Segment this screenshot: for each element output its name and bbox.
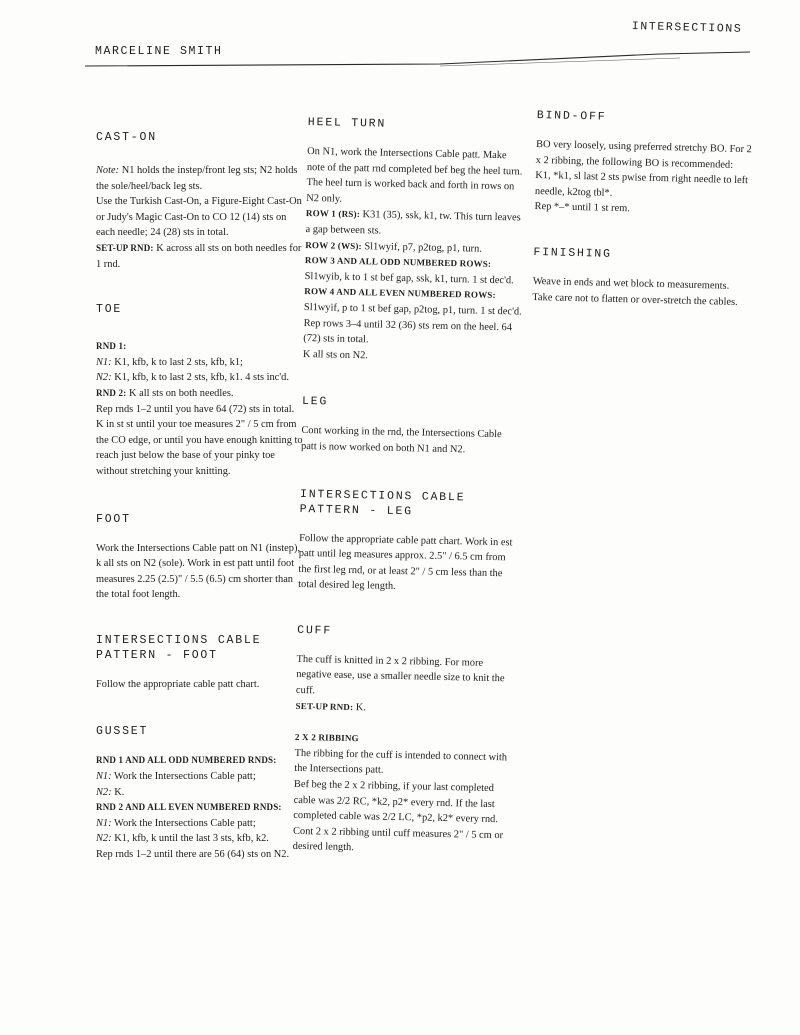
n2-text: K. — [111, 786, 125, 798]
running-title: INTERSECTIONS — [631, 20, 743, 36]
n2-instruction — [96, 370, 306, 386]
section-foot — [96, 512, 306, 603]
n2-label: N2: — [96, 372, 112, 384]
even-n2-instruction — [96, 831, 306, 847]
method-paragraph: Use the Turkish Cast-On, a Figure-Eight Cast-On or Judy's Magic Cast-On to CO 12 (14) sts on each needle; 24 (28) sts in total. — [96, 196, 302, 239]
n1-label: N1: — [96, 817, 112, 829]
section-title: LEG — [301, 395, 329, 409]
column-middle — [293, 115, 526, 859]
note-text: N1 holds the instep/front leg sts; N2 holds the sole/heel/back leg sts. — [96, 165, 298, 192]
n1-text: Work the Intersections Cable patt; — [111, 771, 256, 783]
section-title: FOOT — [96, 512, 131, 526]
column-left — [96, 130, 306, 863]
section-gusset — [96, 724, 306, 862]
section-title — [96, 633, 306, 663]
n1-label: N1: — [96, 771, 112, 783]
section-title — [300, 486, 519, 521]
n1-label: N1: — [96, 356, 112, 368]
row2-text: Sl1wyif, p7, p2tog, p1, turn. — [361, 240, 482, 255]
title-line-2: PATTERN - FOOT — [96, 648, 218, 662]
setup-label: SET-UP RND: — [295, 700, 354, 712]
n1-text: Work the Intersections Cable patt; — [111, 817, 256, 829]
setup-instruction — [295, 699, 513, 719]
n1-instruction — [96, 355, 306, 371]
section-cast-on — [96, 130, 306, 272]
bind-off-text-2: K1, *k1, sl last 2 sts pwise from right needle to left needle, k2tog tbl*. — [534, 170, 749, 199]
ribbing-text-1: The ribbing for the cuff is intended to connect with the Intersections patt. — [294, 747, 508, 777]
title-line-1: INTERSECTIONS CABLE — [299, 487, 466, 504]
section-leg — [301, 394, 520, 459]
section-cable-pattern-foot — [96, 633, 306, 693]
n1-text: K1, kfb, k to last 2 sts, kfb, k1; — [111, 356, 243, 368]
even-n1-instruction — [96, 816, 306, 832]
row3-label: ROW 3 AND ALL ODD NUMBERED ROWS: — [304, 255, 492, 270]
author-name: MARCELINE SMITH — [95, 45, 223, 58]
ribbing-label: 2 X 2 RIBBING — [294, 732, 359, 744]
cuff-text: The cuff is knitted in 2 x 2 ribbing. For more negative ease, use a smaller needle size to knit the cuff. — [295, 653, 505, 697]
section-title: CUFF — [297, 623, 333, 638]
section-bind-off — [534, 108, 755, 220]
setup-text: K across all sts on both needles for 1 rnd. — [96, 242, 302, 270]
rnd2-text: K all sts on both needles. — [126, 387, 234, 399]
rnd2-label: RND 2: — [96, 387, 127, 398]
section-cuff — [293, 623, 516, 860]
section-cable-pattern-leg — [298, 486, 518, 597]
section-toe — [96, 302, 306, 479]
odd-rounds-label: RND 1 AND ALL ODD NUMBERED RNDS: — [96, 755, 277, 766]
section-title: CAST-ON — [96, 131, 157, 144]
finishing-text: Weave in ends and wet block to measurements. Take care not to flatten or over-stretch the cables. — [532, 275, 738, 308]
rnd1-label: RND 1: — [96, 341, 127, 352]
section-title: GUSSET — [96, 725, 149, 739]
repeat-instruction: Rep rnds 1–2 until there are 56 (64) sts on N2. — [96, 849, 290, 861]
row4-label: ROW 4 AND ALL EVEN NUMBERED ROWS: — [304, 286, 496, 301]
n2-text: K1, kfb, k until the last 3 sts, kfb, k2. — [111, 833, 269, 845]
row1-instruction — [305, 206, 524, 242]
setup-text: K. — [353, 701, 367, 713]
continue-instruction: K in st st until your toe measures 2" / 5 cm from the CO edge, or until you have enough knitting to reach just below the base of your pinky toe without stretching your knitting. — [96, 419, 303, 477]
section-title: HEEL TURN — [307, 115, 387, 131]
bind-off-text-1: BO very loosely, using preferred stretchy BO. For 2 x 2 ribbing, the following BO is recommended: — [535, 138, 752, 171]
repeat-instruction: Rep rnds 1–2 until you have 64 (72) sts in total. — [96, 403, 295, 415]
row1-text: K31 (35), ssk, k1, tw. This turn leaves a gap between sts. — [305, 209, 521, 237]
row3-text: Sl1wyib, k to 1 st bef gap, ssk, k1, turn. 1 st dec'd. — [304, 270, 514, 287]
even-rounds-label: RND 2 AND ALL EVEN NUMBERED RNDS: — [96, 802, 282, 813]
heel-intro: On N1, work the Intersections Cable patt. Make note of the patt rnd completed bef beg the heel turn. The heel turn is worked back and forth in rows on N2 only. — [306, 145, 523, 205]
section-title: BIND-OFF — [536, 108, 607, 124]
setup-paragraph — [96, 241, 306, 272]
bind-off-text-3: Rep *–* until 1 st rem. — [534, 201, 630, 215]
row4-text: Sl1wyif, p to 1 st bef gap, p2tog, p1, turn. 1 st dec'd. — [303, 301, 522, 318]
odd-n2-instruction — [96, 785, 306, 801]
final-instruction: K all sts on N2. — [302, 348, 369, 362]
odd-n1-instruction — [96, 769, 306, 785]
column-right — [532, 108, 755, 310]
leg-text: Cont working in the rnd, the Intersections Cable patt is now worked on both N1 and N2. — [300, 425, 502, 456]
title-line-1: INTERSECTIONS CABLE — [96, 633, 262, 647]
foot-text: Work the Intersections Cable patt on N1 (instep), k all sts on N2 (sole). Work in est patt until foot measures 2.25 (2.5)" / 5.5 (6.5) cm shorter than the total foot length. — [96, 542, 301, 601]
row1-label: ROW 1 (RS): — [305, 208, 361, 220]
note-label: Note: — [96, 165, 120, 176]
note-paragraph — [96, 163, 306, 194]
section-title: TOE — [96, 303, 123, 317]
section-finishing — [532, 245, 751, 310]
n2-text: K1, kfb, k to last 2 sts, kfb, k1. 4 sts inc'd. — [111, 372, 289, 384]
repeat-instruction: Rep rows 3–4 until 32 (36) sts rem on the heel. 64 (72) sts in total. — [303, 317, 513, 346]
section-title: FINISHING — [533, 245, 612, 261]
cable-foot-text: Follow the appropriate cable patt chart. — [96, 678, 260, 690]
row2-label: ROW 2 (WS): — [305, 239, 362, 251]
rnd2-instruction — [96, 386, 306, 402]
ribbing-text-2: Bef beg the 2 x 2 ribbing, if your last completed cable was 2/2 RC, *k2, p2* every rnd. If the last completed cable was 2/2 LC, *p2, k2* every rnd. Cont 2 x 2 ribbing until cuff measures 2" / 5 cm or desired length. — [292, 778, 504, 854]
n2-label: N2: — [96, 786, 112, 798]
title-line-2: PATTERN - LEG — [299, 502, 413, 518]
n2-label: N2: — [96, 833, 112, 845]
setup-label: SET-UP RND: — [96, 242, 154, 253]
header-rule — [0, 0, 800, 90]
section-heel-turn — [303, 115, 526, 367]
cable-leg-text: Follow the appropriate cable patt chart. Work in est patt until leg measures approx. 2.5" / 6.5 cm from the first leg rnd, or at least 2" / 5 cm less than the total desired leg length. — [298, 532, 513, 593]
